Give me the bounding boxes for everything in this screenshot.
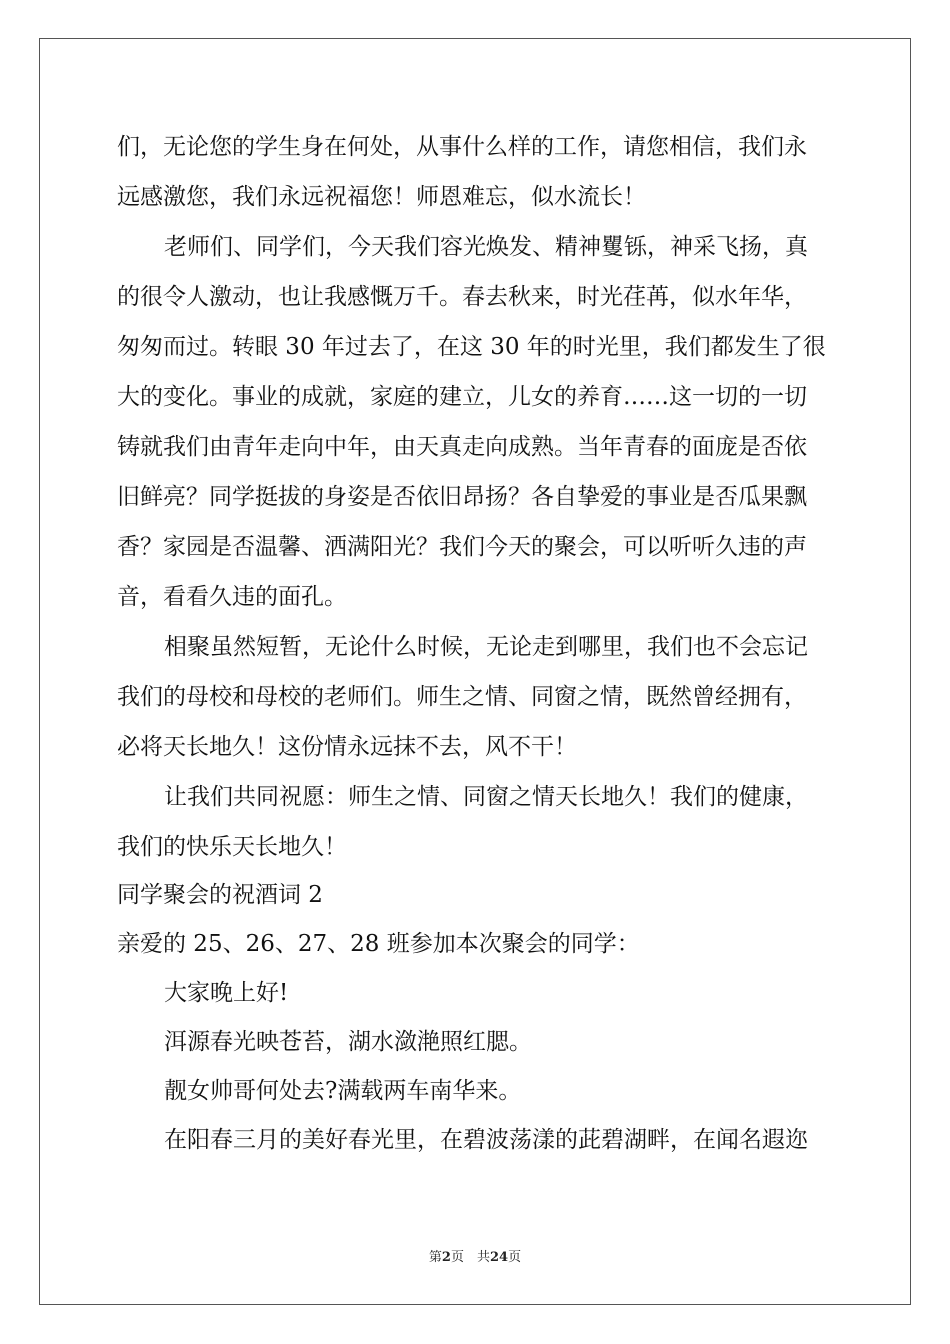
text-line: 远感激您，我们永远祝福您！师恩难忘，似水流长！ (117, 184, 646, 210)
text-line: 我们的快乐天长地久！ (117, 834, 347, 860)
text-line: 铸就我们由青年走向中年，由天真走向成熟。当年青春的面庞是否依 (117, 434, 807, 460)
text-line: 大的变化。事业的成就，家庭的建立，儿女的养育……这一切的一切 (117, 384, 807, 410)
text-line: 我们的母校和母校的老师们。师生之情、同窗之情，既然曾经拥有， (117, 684, 807, 710)
text-line: 香？家园是否温馨、洒满阳光？我们今天的聚会，可以听听久违的声 (117, 534, 807, 560)
page-footer (0, 1246, 950, 1265)
text-line: 必将天长地久！这份情永远抹不去，风不干！ (117, 734, 577, 760)
poem-line: 靓女帅哥何处去?满载两车南华来。 (164, 1078, 522, 1104)
greeting: 大家晚上好! (164, 980, 289, 1006)
text-line: 旧鲜亮？同学挺拔的身姿是否依旧昂扬？各自挚爱的事业是否瓜果飘 (117, 484, 807, 510)
footer-prefix: 第 (428, 1250, 442, 1265)
section-title: 同学聚会的祝酒词 2 (117, 882, 323, 908)
poem-line: 洱源春光映苍苔，湖水潋滟照红腮。 (164, 1029, 532, 1055)
footer-mid: 页 共 (450, 1250, 490, 1265)
text-line: 们，无论您的学生身在何处，从事什么样的工作，请您相信，我们永 (117, 134, 807, 160)
text-line: 匆匆而过。转眼 30 年过去了，在这 30 年的时光里，我们都发生了很 (117, 334, 826, 360)
current-page-number: 2 (441, 1250, 451, 1265)
paragraph-start: 老师们、同学们，今天我们容光焕发、精神矍铄，神采飞扬，真 (164, 234, 808, 260)
text-line: 的很令人激动，也让我感慨万千。春去秋来，时光荏苒，似水年华， (117, 284, 807, 310)
footer-suffix: 页 (508, 1250, 522, 1265)
paragraph-start: 让我们共同祝愿：师生之情、同窗之情天长地久！我们的健康， (164, 784, 808, 810)
salutation: 亲爱的 25、26、27、28 班参加本次聚会的同学： (117, 931, 640, 957)
total-page-count: 24 (489, 1250, 509, 1265)
text-line: 音，看看久违的面孔。 (117, 584, 347, 610)
paragraph-start: 相聚虽然短暂，无论什么时候，无论走到哪里，我们也不会忘记 (164, 634, 808, 660)
paragraph-start: 在阳春三月的美好春光里，在碧波荡漾的茈碧湖畔，在闻名遐迩 (164, 1127, 808, 1153)
